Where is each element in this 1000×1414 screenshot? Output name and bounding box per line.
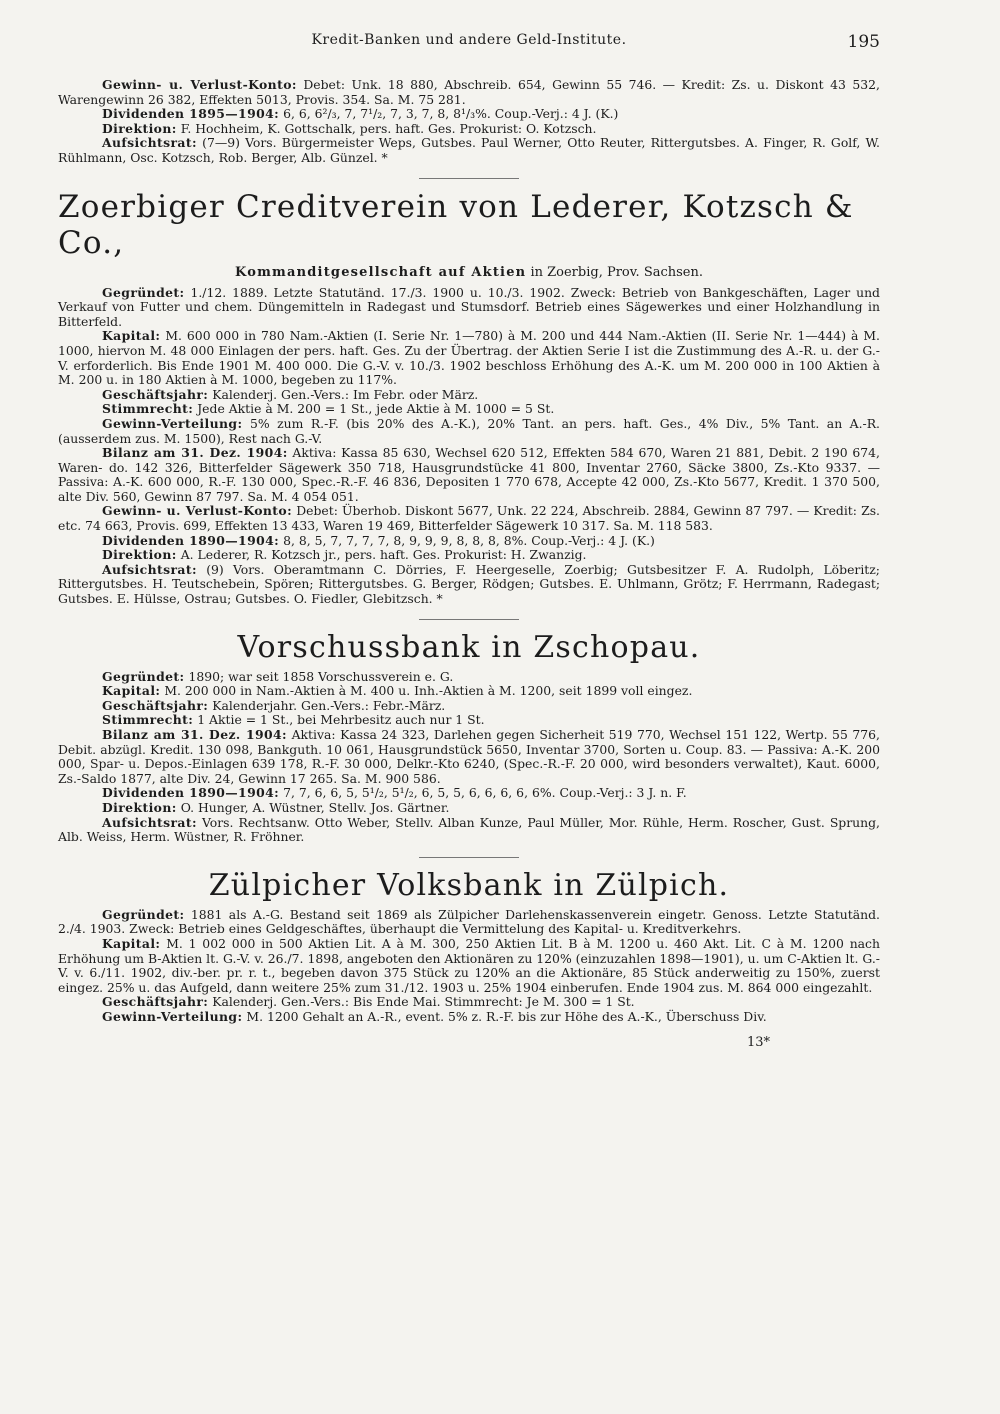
entry-text: M. 1 002 000 in 500 Aktien Lit. A à M. 300, 250 Aktien Lit. B à M. 1200 u. 460 Akt. Lit. C à M. 1200 nach Erhöhung um B-Aktien lt. G.-V. v. 26./7. 1898, angeboten den Aktionären zu 120% (einzuzahlen 1898—1901), u. um C-Aktien lt. G.-V. v. 6./11. 1902, div.-ber. pr. r. t., begeben davon 375 Stück zu 120% an die Aktionäre, 85 Stück anderweitig zu 150%, zuerst eingez. 25% u. das Aufgeld, dann weitere 25% zum 31./12. 1903 u. 25% 1904 einberufen. Ende 1904 zus. M. 864 000 eingezahlt.	[58, 935, 880, 995]
page-number: 195	[847, 32, 880, 52]
entry-label: Direktion:	[102, 799, 177, 815]
section-title: Zülpicher Volksbank in Zülpich.	[208, 867, 730, 903]
header-title: Kredit-Banken und andere Geld-Institute.	[311, 32, 627, 48]
section-title: Vorschussbank in Zschopau.	[237, 629, 701, 665]
section-divider	[419, 857, 519, 858]
entry-label: Dividenden 1890—1904:	[102, 532, 280, 548]
entry-text: 5% zum R.-F. (bis 20% des A.-K.), 20% Tant. an pers. haft. Ges., 4% Div., 5% Tant. an A.-R. (ausserdem zus. M. 1500), Rest nach G.-V.	[58, 415, 880, 446]
entry-text: Kalenderj. Gen.-Vers.: Bis Ende Mai. Stimmrecht: Je M. 300 = 1 St.	[212, 994, 635, 1010]
printer-signature: 13*	[746, 1034, 770, 1050]
entry-label: Aufsichtsrat:	[102, 561, 197, 577]
entry-paragraph	[58, 534, 880, 549]
entry-text: Kalenderjahr. Gen.-Vers.: Febr.-März.	[212, 697, 446, 713]
entry-text: M. 1200 Gehalt an A.-R., event. 5% z. R.-F. bis zur Höhe des A.-K., Überschuss Div.	[246, 1008, 767, 1024]
entry-text: A. Lederer, R. Kotzsch jr., pers. haft. Ges. Prokurist: H. Zwanzig.	[180, 547, 587, 563]
entry-label: Gewinn-Verteilung:	[102, 1008, 243, 1024]
entry-paragraph	[58, 78, 880, 107]
entry-paragraph	[58, 286, 880, 330]
entry-text: Debet: Unk. 18 880, Abschreib. 654, Gewinn 55 746. — Kredit: Zs. u. Diskont 43 532, Warengewinn 26 382, Effekten 5013, Provis. 354. Sa. M. 75 281.	[58, 77, 880, 107]
entry-text: 8, 8, 5, 7, 7, 7, 7, 8, 9, 9, 9, 8, 8, 8, 8%. Coup.-Verj.: 4 J. (K.)	[283, 532, 655, 548]
entry-paragraph	[58, 136, 880, 165]
entry-label: Dividenden 1890—1904:	[102, 785, 280, 801]
entry-label: Gewinn-Verteilung:	[102, 415, 243, 431]
entry-paragraph	[58, 563, 880, 607]
entry-paragraph	[58, 995, 880, 1010]
entry-text: Aktiva: Kassa 85 630, Wechsel 620 512, Effekten 584 670, Waren 21 881, Debit. 2 190 674, Waren- do. 142 326, Bitterfelder Sägewerk 350 718, Hausgrundstücke 41 800, Inventar 2760, Säcke 3800, Zs.-Kto 9337. — Passiva: A.-K. 600 000, R.-F. 130 000, Spec.-R.-F. 46 836, Depositen 1 770 678, Accepte 42 000, Zs.-Kto 5677, Kredit. 1 370 500, alte Div. 560, Gewinn 87 797. Sa. M. 4 054 051.	[58, 445, 880, 504]
entry-text: Jede Aktie à M. 200 = 1 St., jede Aktie à M. 1000 = 5 St.	[197, 401, 555, 417]
entry-paragraph	[58, 107, 880, 122]
book-page	[58, 32, 880, 1402]
entry-label: Stimmrecht:	[102, 712, 194, 728]
entry-text: Vors. Rechtsanw. Otto Weber, Stellv. Alban Kunze, Paul Müller, Mor. Rühle, Herm. Roscher, Gust. Sprung, Alb. Weiss, Herm. Wüstner, R. Fröhner.	[58, 814, 880, 845]
entry-paragraph	[58, 937, 880, 995]
entry-paragraph	[58, 504, 880, 533]
section-zoerbiger	[58, 189, 880, 607]
entry-paragraph	[58, 446, 880, 504]
section-divider	[419, 619, 519, 620]
entry-paragraph	[58, 684, 880, 699]
entry-label: Aufsichtsrat:	[102, 135, 197, 151]
entry-paragraph	[58, 329, 880, 387]
entry-text: 1890; war seit 1858 Vorschussverein e. G.	[188, 668, 454, 684]
entry-label: Gewinn- u. Verlust-Konto:	[102, 503, 293, 519]
entry-paragraph	[58, 728, 880, 786]
entry-text: O. Hunger, A. Wüstner, Stellv. Jos. Gärtner.	[180, 799, 450, 815]
entry-label: Kapital:	[102, 328, 161, 344]
entry-paragraph	[58, 699, 880, 714]
section-continuation	[58, 78, 880, 166]
entry-paragraph	[58, 402, 880, 417]
entry-label: Bilanz am 31. Dez. 1904:	[102, 727, 288, 742]
entry-paragraph	[58, 122, 880, 137]
entry-label: Bilanz am 31. Dez. 1904:	[102, 445, 288, 461]
entry-label: Kapital:	[102, 935, 161, 951]
entry-label: Direktion:	[102, 547, 177, 563]
entry-text: Kalenderj. Gen.-Vers.: Im Febr. oder März.	[212, 386, 479, 402]
entry-text: Debet: Überhob. Diskont 5677, Unk. 22 224, Abschreib. 2884, Gewinn 87 797. — Kredit: Zs. etc. 74 663, Provis. 699, Effekten 13 433, Waren 19 469, Bitterfelder Sägewerk 10 317. Sa. M. 118 583.	[58, 503, 880, 534]
entry-label: Direktion:	[102, 120, 177, 136]
section-subtitle	[58, 265, 880, 280]
entry-paragraph	[58, 908, 880, 937]
entry-text: (9) Vors. Oberamtmann C. Dörries, F. Heergeselle, Zoerbig; Gutsbesitzer F. A. Rudolph, Löberitz; Rittergutsbes. H. Teutschebein, Spören; Rittergutsbes. G. Berger, Rödgen; Gutsbes. E. Uhlmann, Grötz; F. Herrmann, Radegast; Gutsbes. E. Hülsse, Ostrau; Gutsbes. O. Fiedler, Glebitzsch. *	[58, 561, 880, 607]
entry-text: M. 600 000 in 780 Nam.-Aktien (I. Serie Nr. 1—780) à M. 200 und 444 Nam.-Aktien (II. Serie Nr. 1—444) à M. 1000, hiervon M. 48 000 Einlagen der pers. haft. Ges. Zu der Übertrag. der Aktien Serie I ist die Zustimmung des A.-R. u. der G.-V. erforderlich. Bis Ende 1901 M. 400 000. Die G.-V. v. 10./3. 1902 beschloss Erhöhung des A.-K. um M. 200 000 in 100 Aktien à M. 200 u. in 180 Aktien à M. 1000, begeben zu 117%.	[58, 328, 880, 388]
section-zschopau	[58, 630, 880, 845]
entry-paragraph	[58, 417, 880, 446]
entry-label: Dividenden 1895—1904:	[102, 106, 280, 122]
entry-label: Aufsichtsrat:	[102, 814, 197, 830]
section-zuelpich	[58, 868, 880, 1025]
entry-label: Geschäftsjahr:	[102, 386, 209, 402]
running-header	[58, 32, 880, 56]
entry-text: 6, 6, 6²/₃, 7, 7¹/₂, 7, 3, 7, 8, 8¹/₃%. Coup.-Verj.: 4 J. (K.)	[283, 106, 619, 122]
subtitle-bold: Kommanditgesellschaft auf Aktien	[235, 264, 527, 280]
entry-label: Kapital:	[102, 683, 161, 699]
entry-text: M. 200 000 in Nam.-Aktien à M. 400 u. Inh.-Aktien à M. 1200, seit 1899 voll eingez.	[164, 683, 693, 699]
entry-text: 1881 als A.-G. Bestand seit 1869 als Zülpicher Darlehenskassenverein eingetr. Genoss. Letzte Statutänd. 2./4. 1903. Zweck: Betrieb eines Geldgeschäftes, überhaupt die Vermittelung des Kapital- u. Kreditverkehrs.	[58, 906, 880, 937]
entry-text: 1./12. 1889. Letzte Statutänd. 17./3. 1900 u. 10./3. 1902. Zweck: Betrieb von Bankgeschäften, Lager und Verkauf von Futter und chem. Düngemitteln in Radegast und Stumsdorf. Betrieb eines Sägewerkes und einer Holzhandlung in Bitterfeld.	[58, 284, 880, 329]
entry-paragraph	[58, 786, 880, 801]
entry-label: Geschäftsjahr:	[102, 697, 209, 713]
entry-text: F. Hochheim, K. Gottschalk, pers. haft. Ges. Prokurist: O. Kotzsch.	[180, 120, 597, 136]
entry-text: Aktiva: Kassa 24 323, Darlehen gegen Sicherheit 519 770, Wechsel 151 122, Wertp. 55 776, Debit. abzügl. Kredit. 130 098, Bankguth. 10 061, Hausgrundstück 5650, Inventar 3700, Sorten u. Coup. 83. — Passiva: A.-K. 200 000, Spar- u. Depos.-Einlagen 639 178, R.-F. 30 000, Delkr.-Kto 6240, (Spec.-R.-F. 20 000, wird besonders verwaltet), Kaut. 6000, Zs.-Saldo 1877, alte Div. 24, Gewinn 17 265. Sa. M. 900 586.	[58, 727, 880, 786]
entry-paragraph	[58, 388, 880, 403]
entry-paragraph	[58, 1010, 880, 1025]
section-divider	[419, 178, 519, 179]
entry-text: (7—9) Vors. Bürgermeister Weps, Gutsbes. Paul Werner, Otto Reuter, Rittergutsbes. A. Finger, R. Golf, W. Rühlmann, Osc. Kotzsch, Rob. Berger, Alb. Günzel. *	[58, 135, 880, 165]
entry-text: 7, 7, 6, 6, 5, 5¹/₂, 5¹/₂, 6, 5, 5, 6, 6, 6, 6, 6%. Coup.-Verj.: 3 J. n. F.	[283, 785, 687, 801]
entry-label: Gegründet:	[102, 906, 185, 922]
entry-paragraph	[58, 816, 880, 845]
entry-label: Gegründet:	[102, 284, 185, 300]
section-title: Zoerbiger Creditverein von Lederer, Kotzsch & Co.,	[58, 188, 854, 261]
entry-paragraph	[58, 548, 880, 563]
entry-text: 1 Aktie = 1 St., bei Mehrbesitz auch nur 1 St.	[197, 712, 485, 728]
entry-label: Stimmrecht:	[102, 401, 194, 417]
entry-label: Gegründet:	[102, 668, 185, 684]
entry-paragraph	[58, 801, 880, 816]
subtitle-rest: in Zoerbig, Prov. Sachsen.	[530, 264, 703, 280]
entry-paragraph	[58, 713, 880, 728]
entry-label: Gewinn- u. Verlust-Konto:	[102, 77, 297, 92]
entry-label: Geschäftsjahr:	[102, 994, 209, 1010]
entry-paragraph	[58, 670, 880, 685]
